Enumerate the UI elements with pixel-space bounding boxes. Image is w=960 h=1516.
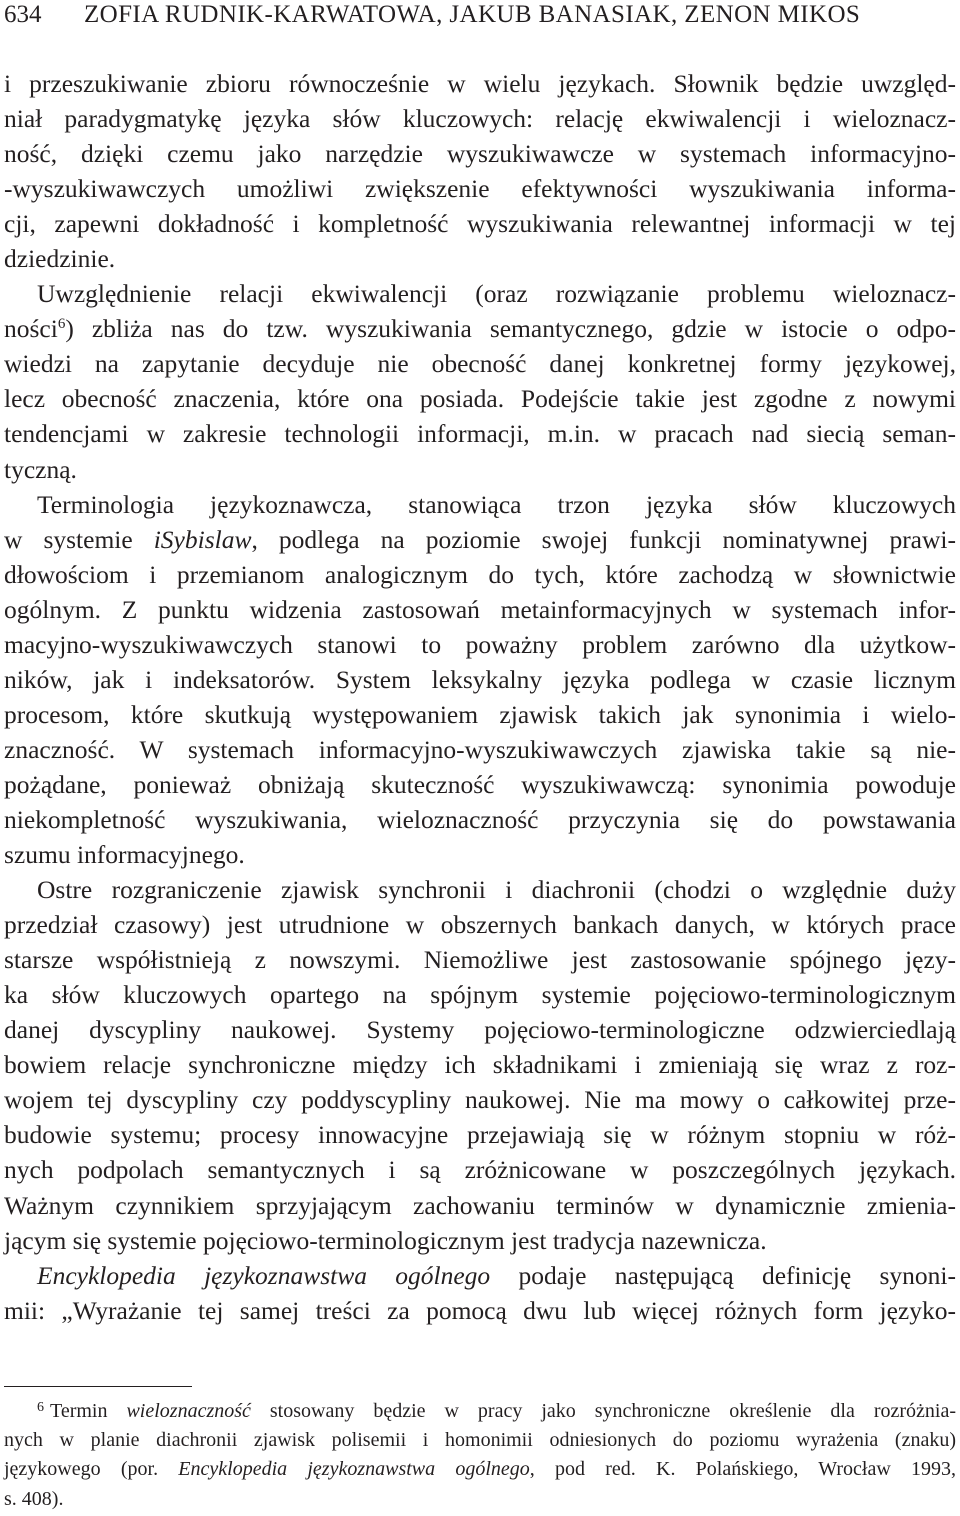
text-line: znaczność. W systemach informacyjno-wyszukiwawczych zjawiska takie są nie-	[4, 734, 956, 764]
text-line: Uwzględnienie relacji ekwiwalencji (oraz rozwiązanie problemu wieloznacz-	[37, 279, 956, 309]
text-line: budowie systemu; procesy innowacyjne przejawiają się w różnym stopniu w róż-	[4, 1120, 956, 1150]
paragraph-3	[4, 487, 956, 873]
text-fragment: językowego (por.	[4, 1458, 179, 1481]
text-line: danej dyscypliny naukowej. Systemy pojęciowo-terminologiczne odzwierciedlają	[4, 1015, 956, 1045]
text-fragment: podaje następującą definicję synoni-	[490, 1260, 956, 1290]
text-line: Terminologia językoznawcza, stanowiąca trzon języka słów kluczowych	[37, 489, 956, 519]
running-head-authors: ZOFIA RUDNIK-KARWATOWA, JAKUB BANASIAK, ZENON MIKOS	[84, 1, 861, 28]
text-line: i przeszukiwanie zbioru równocześnie w wielu językach. Słownik będzie uwzględ-	[4, 69, 956, 98]
footnote-number: 6	[37, 1400, 44, 1415]
text-line	[4, 1258, 956, 1293]
text-line: dziedzinie.	[4, 244, 116, 274]
text-fragment: ) zbliża nas do tzw. wyszukiwania semantycznego, gdzie w istocie o odpo-	[65, 314, 956, 344]
body-text	[4, 66, 956, 1328]
text-line: niał paradygmatykę języka słów kluczowych: relację ekwiwalencji i wieloznacz-	[4, 104, 956, 134]
text-line	[4, 311, 956, 346]
text-line: Ważnym czynnikiem sprzyjającym zachowaniu terminów w dynamicznie zmienia-	[4, 1190, 956, 1220]
text-line: tendencjami w zakresie technologii informacji, m.in. w pracach nad siecią seman-	[4, 419, 956, 449]
paragraph-2	[4, 276, 956, 486]
paragraph-4	[4, 872, 956, 1258]
text-line	[4, 522, 956, 557]
text-line: dłowościom i przemianom analogicznym do tych, które zachodzą w słownictwie	[4, 559, 956, 589]
text-line: ka słów kluczowych opartego na spójnym systemie pojęciowo-terminologicznym	[4, 980, 956, 1010]
text-fragment: , podlega na poziomie swojej funkcji nominatywnej prawi-	[251, 524, 956, 554]
footnote-term: wieloznaczność	[126, 1400, 251, 1422]
text-line: pożądane, ponieważ obniżają skuteczność wyszukiwawczą: synonimia powoduje	[4, 769, 956, 799]
page-number: 634	[4, 1, 42, 28]
footnote-line: s. 408).	[4, 1487, 64, 1510]
text-line: mii: „Wyrażanie tej samej treści za pomocą dwu lub więcej różnych form języko-	[4, 1295, 956, 1325]
text-line: macyjno-wyszukiwawczych stanowi to poważny problem zarówno dla użytkow-	[4, 629, 956, 659]
text-fragment: , pod red. K. Polańskiego, Wrocław 1993,	[529, 1458, 957, 1481]
footnote-line	[4, 1397, 956, 1426]
book-title: Encyklopedia językoznawstwa ogólnego	[37, 1260, 491, 1290]
footnote-ref: 6	[57, 316, 66, 333]
text-line: wiedzi na zapytanie decyduje nie obecność danej konkretnej formy językowej,	[4, 349, 956, 379]
text-line: ników, jak i indeksatorów. System leksykalny języka podlega w czasie licznym	[4, 664, 956, 694]
text-line: jącym się systemie pojęciowo-terminologicznym jest tradycja nazewnicza.	[4, 1225, 767, 1255]
text-fragment: w systemie	[4, 524, 154, 554]
footnote-line	[4, 1455, 956, 1484]
system-name: iSybislaw	[153, 524, 252, 554]
text-fragment: Termin	[50, 1400, 127, 1422]
text-line: ność, dzięki czemu jako narzędzie wyszukiwawcze w systemach informacyjno-	[4, 139, 956, 169]
text-line: -wyszukiwawczych umożliwi zwiększenie efektywności wyszukiwania informa-	[4, 174, 956, 204]
text-line: nych podpolach semantycznych i są zróżnicowane w poszczególnych językach.	[4, 1155, 956, 1185]
footnote	[4, 1397, 956, 1514]
text-line: przedział czasowy) jest utrudnione w obszernych bankach danych, w których prace	[4, 910, 956, 940]
text-line: ogólnym. Z punktu widzenia zastosowań metainformacyjnych w systemach infor-	[4, 594, 956, 624]
footnote-line: nych w planie diachronii zjawisk polisemii i homonimii odniesionych do poziomu wyrażenia (znaku)	[4, 1429, 956, 1452]
text-fragment: ności	[4, 314, 58, 344]
text-line: niekompletność wyszukiwania, wieloznaczność przyczynia się do powstawania	[4, 804, 956, 834]
text-line: Ostre rozgraniczenie zjawisk synchronii i diachronii (chodzi o względnie duży	[37, 875, 956, 905]
text-line: procesom, które skutkują występowaniem zjawisk takich jak synonimia i wielo-	[4, 699, 956, 729]
paragraph-1	[4, 66, 956, 276]
text-line: bowiem relacje synchroniczne między ich składnikami i zmieniają się wraz z roz-	[4, 1050, 956, 1080]
text-line: cji, zapewni dokładność i kompletność wyszukiwania relewantnej informacji w tej	[4, 209, 956, 239]
text-line: tyczną.	[4, 454, 77, 484]
paragraph-5	[4, 1258, 956, 1328]
footnote-book-title: Encyklopedia językoznawstwa ogólnego	[178, 1458, 530, 1481]
text-line: szumu informacyjnego.	[4, 840, 245, 870]
running-header	[4, 0, 944, 32]
text-fragment: stosowany będzie w pracy jako synchroniczne określenie dla rozróżnia-	[250, 1400, 956, 1422]
text-line: wojem tej dyscypliny czy poddyscypliny naukowej. Nie ma mowy o całkowitej prze-	[4, 1085, 956, 1115]
text-line: starsze współistnieją z nowszymi. Niemożliwe jest zastosowanie spójnego języ-	[4, 945, 956, 975]
text-line: lecz obecność znaczenia, które ona posiada. Podejście takie jest zgodne z nowymi	[4, 384, 956, 414]
footnote-divider	[4, 1386, 192, 1387]
